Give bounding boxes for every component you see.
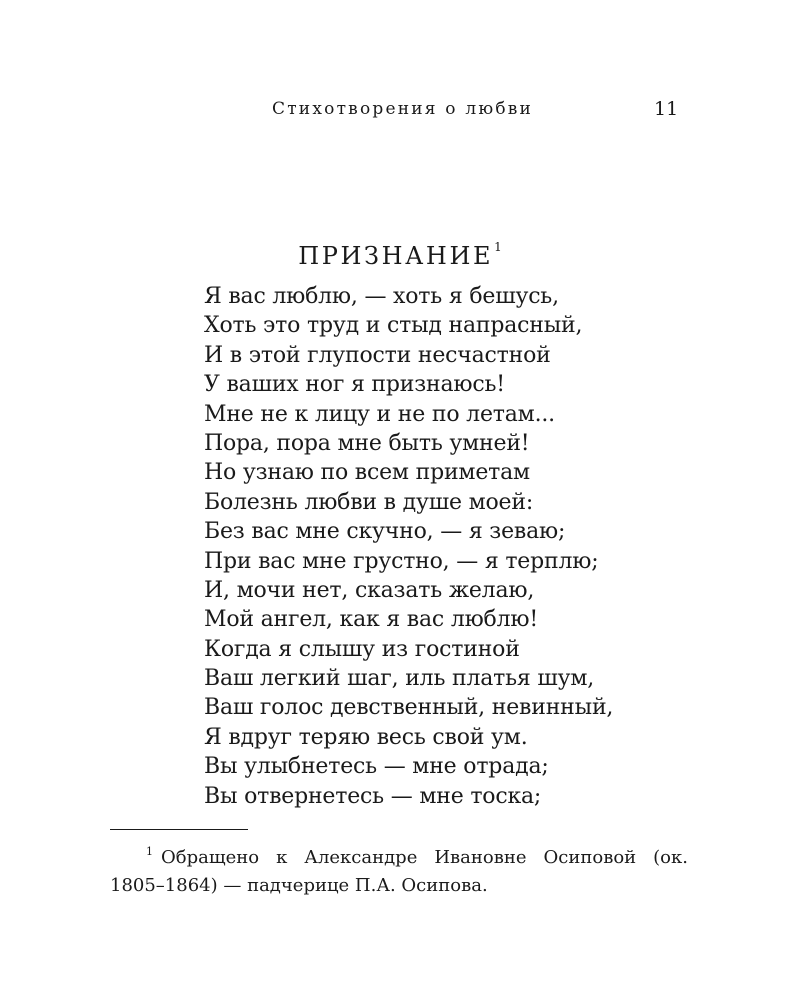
page-number: 11 <box>654 98 679 120</box>
title-footnote-reference: 1 <box>494 240 502 254</box>
verse-line: У ваших ног я признаюсь! <box>204 372 505 398</box>
verse-line: Мне не к лицу и не по летам... <box>204 401 555 427</box>
verse-line: Но узнаю по всем приметам <box>204 460 530 486</box>
poem-title-text: ПРИЗНАНИЕ <box>298 242 494 270</box>
footnote <box>110 838 688 900</box>
poem-title <box>0 230 800 273</box>
footnote-divider <box>110 829 248 830</box>
verse-line: Вы отвернетесь — мне тоска; <box>204 783 542 809</box>
verse-line: Хоть это труд и стыд напрасный, <box>204 313 583 339</box>
poem-stanza <box>204 282 613 811</box>
verse-line: Пора, пора мне быть умней! <box>204 430 530 456</box>
verse-line: Мой ангел, как я вас люблю! <box>204 607 538 633</box>
footnote-line <box>110 838 688 872</box>
verse-line: Я вдруг теряю весь свой ум. <box>204 724 528 750</box>
verse-line: И, мочи нет, сказать желаю, <box>204 577 535 603</box>
verse-line: Ваш легкий шаг, иль платья шум, <box>204 666 595 692</box>
footnote-text: Обращено к Александре Ивановне Осиповой (ок. <box>161 847 688 868</box>
verse-line: Я вас люблю, — хоть я бешусь, <box>204 284 559 309</box>
verse-line: Ваш голос девственный, невинный, <box>204 695 614 721</box>
verse-line: Когда я слышу из гостиной <box>204 636 520 662</box>
footnote-line: 1805–1864) — падчерице П.А. Осипова. <box>110 875 488 896</box>
footnote-marker: 1 <box>146 845 153 858</box>
running-header <box>0 96 800 122</box>
running-title: Стихотворения о любви <box>272 99 534 119</box>
verse-line: И в этой глупости несчастной <box>204 342 551 368</box>
verse-line: Без вас мне скучно, — я зеваю; <box>204 519 566 545</box>
verse-line: Болезнь любви в душе моей: <box>204 489 534 515</box>
verse-line: Вы улыбнетесь — мне отрада; <box>204 754 549 780</box>
verse-line: При вас мне грустно, — я терплю; <box>204 548 599 574</box>
